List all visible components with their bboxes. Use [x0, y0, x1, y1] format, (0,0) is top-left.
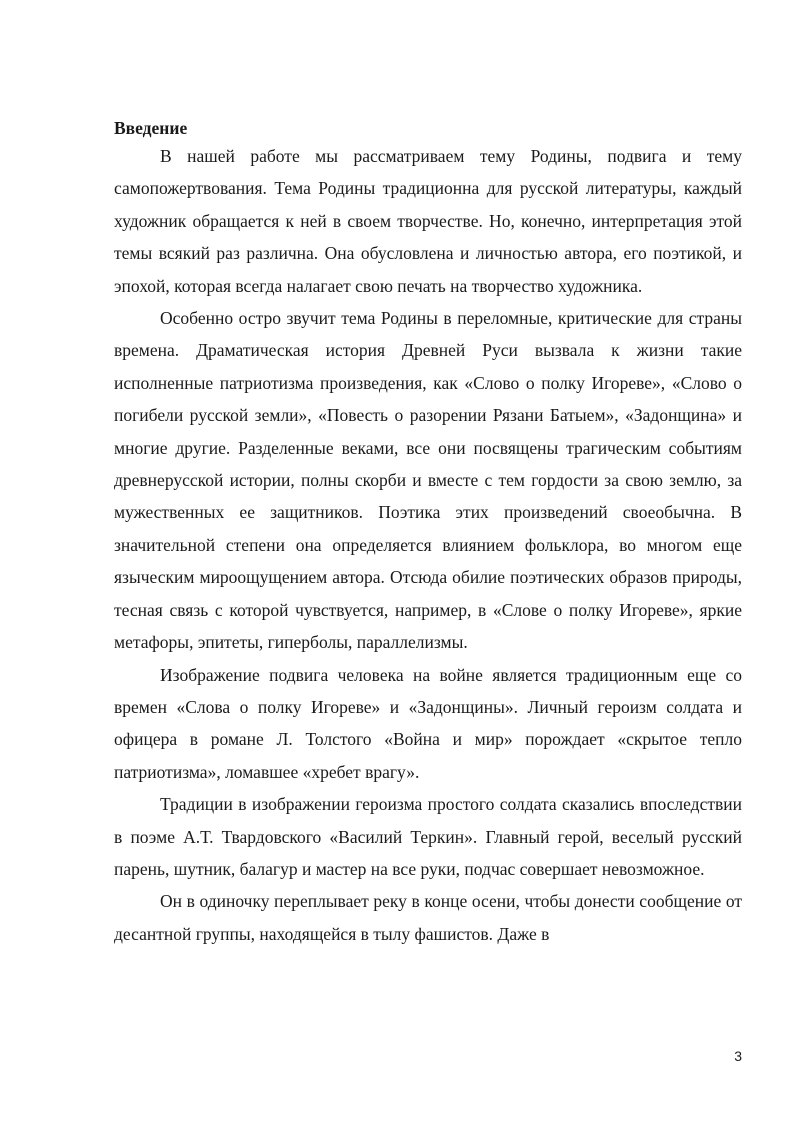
paragraph: Особенно остро звучит тема Родины в переломные, критические для страны времена. Драматическая история Древней Руси вызвала к жизни такие исполненные патриотизма произведения, как «Слово о полку Игореве», «Слово о погибели русской земли», «Повесть о разорении Рязани Батыем», «Задонщина» и многие другие. Разделенные веками, все они посвящены трагическим событиям древнерусской истории, полны скорби и вместе с тем гордости за свою землю, за мужественных ее защитников. Поэтика этих произведений своеобычна. В значительной степени она определяется влиянием фольклора, во многом еще языческим мироощущением автора. Отсюда обилие поэтических образов природы, тесная связь с которой чувствуется, например, в «Слове о полку Игореве», яркие метафоры, эпитеты, гиперболы, параллелизмы. [114, 308, 742, 653]
page-content [114, 116, 742, 950]
section-heading: Введение [114, 118, 188, 138]
page-number: 3 [734, 1048, 742, 1064]
paragraph: Традиции в изображении героизма простого солдата сказались впоследствии в поэме А.Т. Твардовского «Василий Теркин». Главный герой, веселый русский парень, шутник, балагур и мастер на все руки, подчас совершает невозможное. [114, 794, 742, 879]
paragraph: В нашей работе мы рассматриваем тему Родины, подвига и тему самопожертвования. Тема Родины традиционна для русской литературы, каждый художник обращается к ней в своем творчестве. Но, конечно, интерпретация этой темы всякий раз различна. Она обусловлена и личностью автора, его поэтикой, и эпохой, которая всегда налагает свою печать на творчество художника. [114, 146, 742, 296]
paragraph: Изображение подвига человека на войне является традиционным еще со времен «Слова о полку Игореве» и «Задонщины». Личный героизм солдата и офицера в романе Л. Толстого «Война и мир» порождает «скрытое тепло патриотизма», ломавшее «хребет врагу». [114, 664, 742, 782]
paragraph: Он в одиночку переплывает реку в конце осени, чтобы донести сообщение от десантной группы, находящейся в тылу фашистов. Даже в [114, 891, 742, 944]
